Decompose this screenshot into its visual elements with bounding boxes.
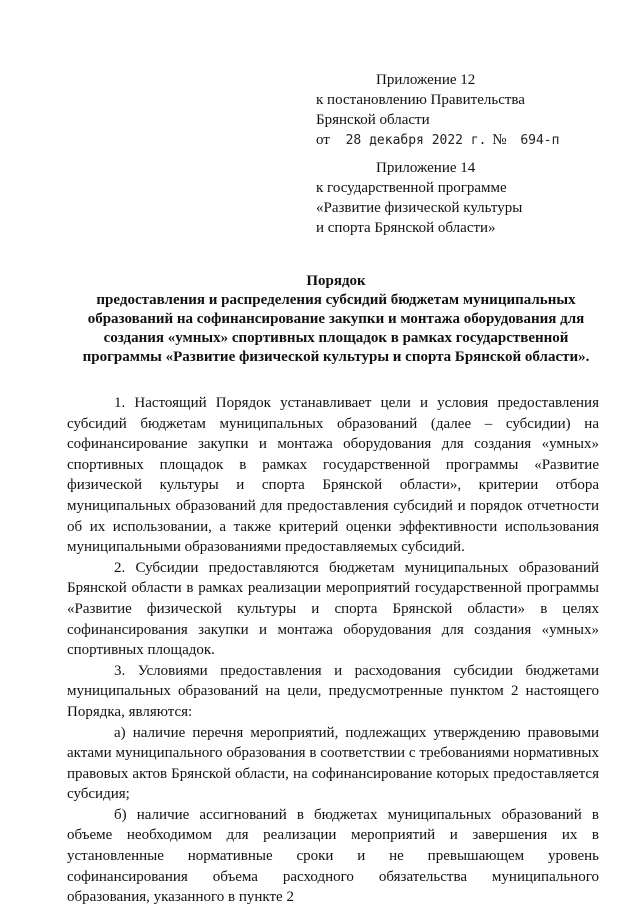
paragraph-1: 1. Настоящий Порядок устанавливает цели и условия предоставления субсидий бюджетам муниципальных образований (далее – субсидии) на софинансирование закупки и монтажа оборудования для создания «умных» спортивных площадок в рамках государственной программы «Развитие физической культуры и спорта Брянской области», критерии отбора муниципальных образований для предоставления субсидий и порядок отчетности об их использовании, а также критерий оценки эффективности использования муниципальными образованиями предоставляемых субсидий. [67,395,599,556]
date-value: 28 декабря 2022 г. [345,133,487,148]
paragraph-2: 2. Субсидии предоставляются бюджетам муниципальных образований Брянской области в рамках реализации мероприятий государственной программы «Развитие физической культуры и спорта Брянской области» в целях софинансирования закупки и монтажа оборудования для создания «умных» спортивных площадок. [67,559,599,659]
title-line: образований на софинансирование закупки и монтажа оборудования для [87,311,585,327]
title-line: Порядок [306,273,366,289]
title-line: предоставления и распределения субсидий бюджетам муниципальных [96,292,576,308]
appendix-12-line: к постановлению Правительства [316,92,525,108]
number-value: 694-п [520,133,560,148]
appendix-14-title: Приложение 14 [376,160,476,176]
appendix-14-line: к государственной программе [316,180,507,196]
appendix-12-line: Брянской области [316,112,430,128]
appendix-12-date-line [316,130,616,151]
date-prefix: от [316,132,330,148]
paragraph-3: 3. Условиями предоставления и расходования субсидии бюджетами муниципальных образований на цели, предусмотренные пунктом 2 настоящего Порядка, являются: [67,662,599,720]
appendix-14-line: и спорта Брянской области» [316,220,496,236]
number-prefix: № [492,132,507,148]
title-line: создания «умных» спортивных площадок в рамках государственной [103,330,569,346]
paragraph-3a: а) наличие перечня мероприятий, подлежащих утверждению правовыми актами муниципального образования в соответствии с требованиями нормативных правовых актов Брянской области, на софинансирование которых предоставляется субсидия; [67,724,599,803]
appendix-14-block [316,158,616,238]
appendix-12-block [316,70,616,151]
appendix-12-title: Приложение 12 [376,72,476,88]
document-body [67,393,599,908]
paragraph-3b: б) наличие ассигнований в бюджетах муниципальных образований в объеме необходимом для реализации мероприятий и завершения их в установленные нормативные сроки и не превышающем уровень софинансирования объема расходного обязательства муниципального образования, указанного в пункте 2 [67,806,599,906]
document-title [66,272,606,367]
appendix-14-line: «Развитие физической культуры [316,200,523,216]
title-line: программы «Развитие физической культуры и спорта Брянской области». [82,349,590,365]
